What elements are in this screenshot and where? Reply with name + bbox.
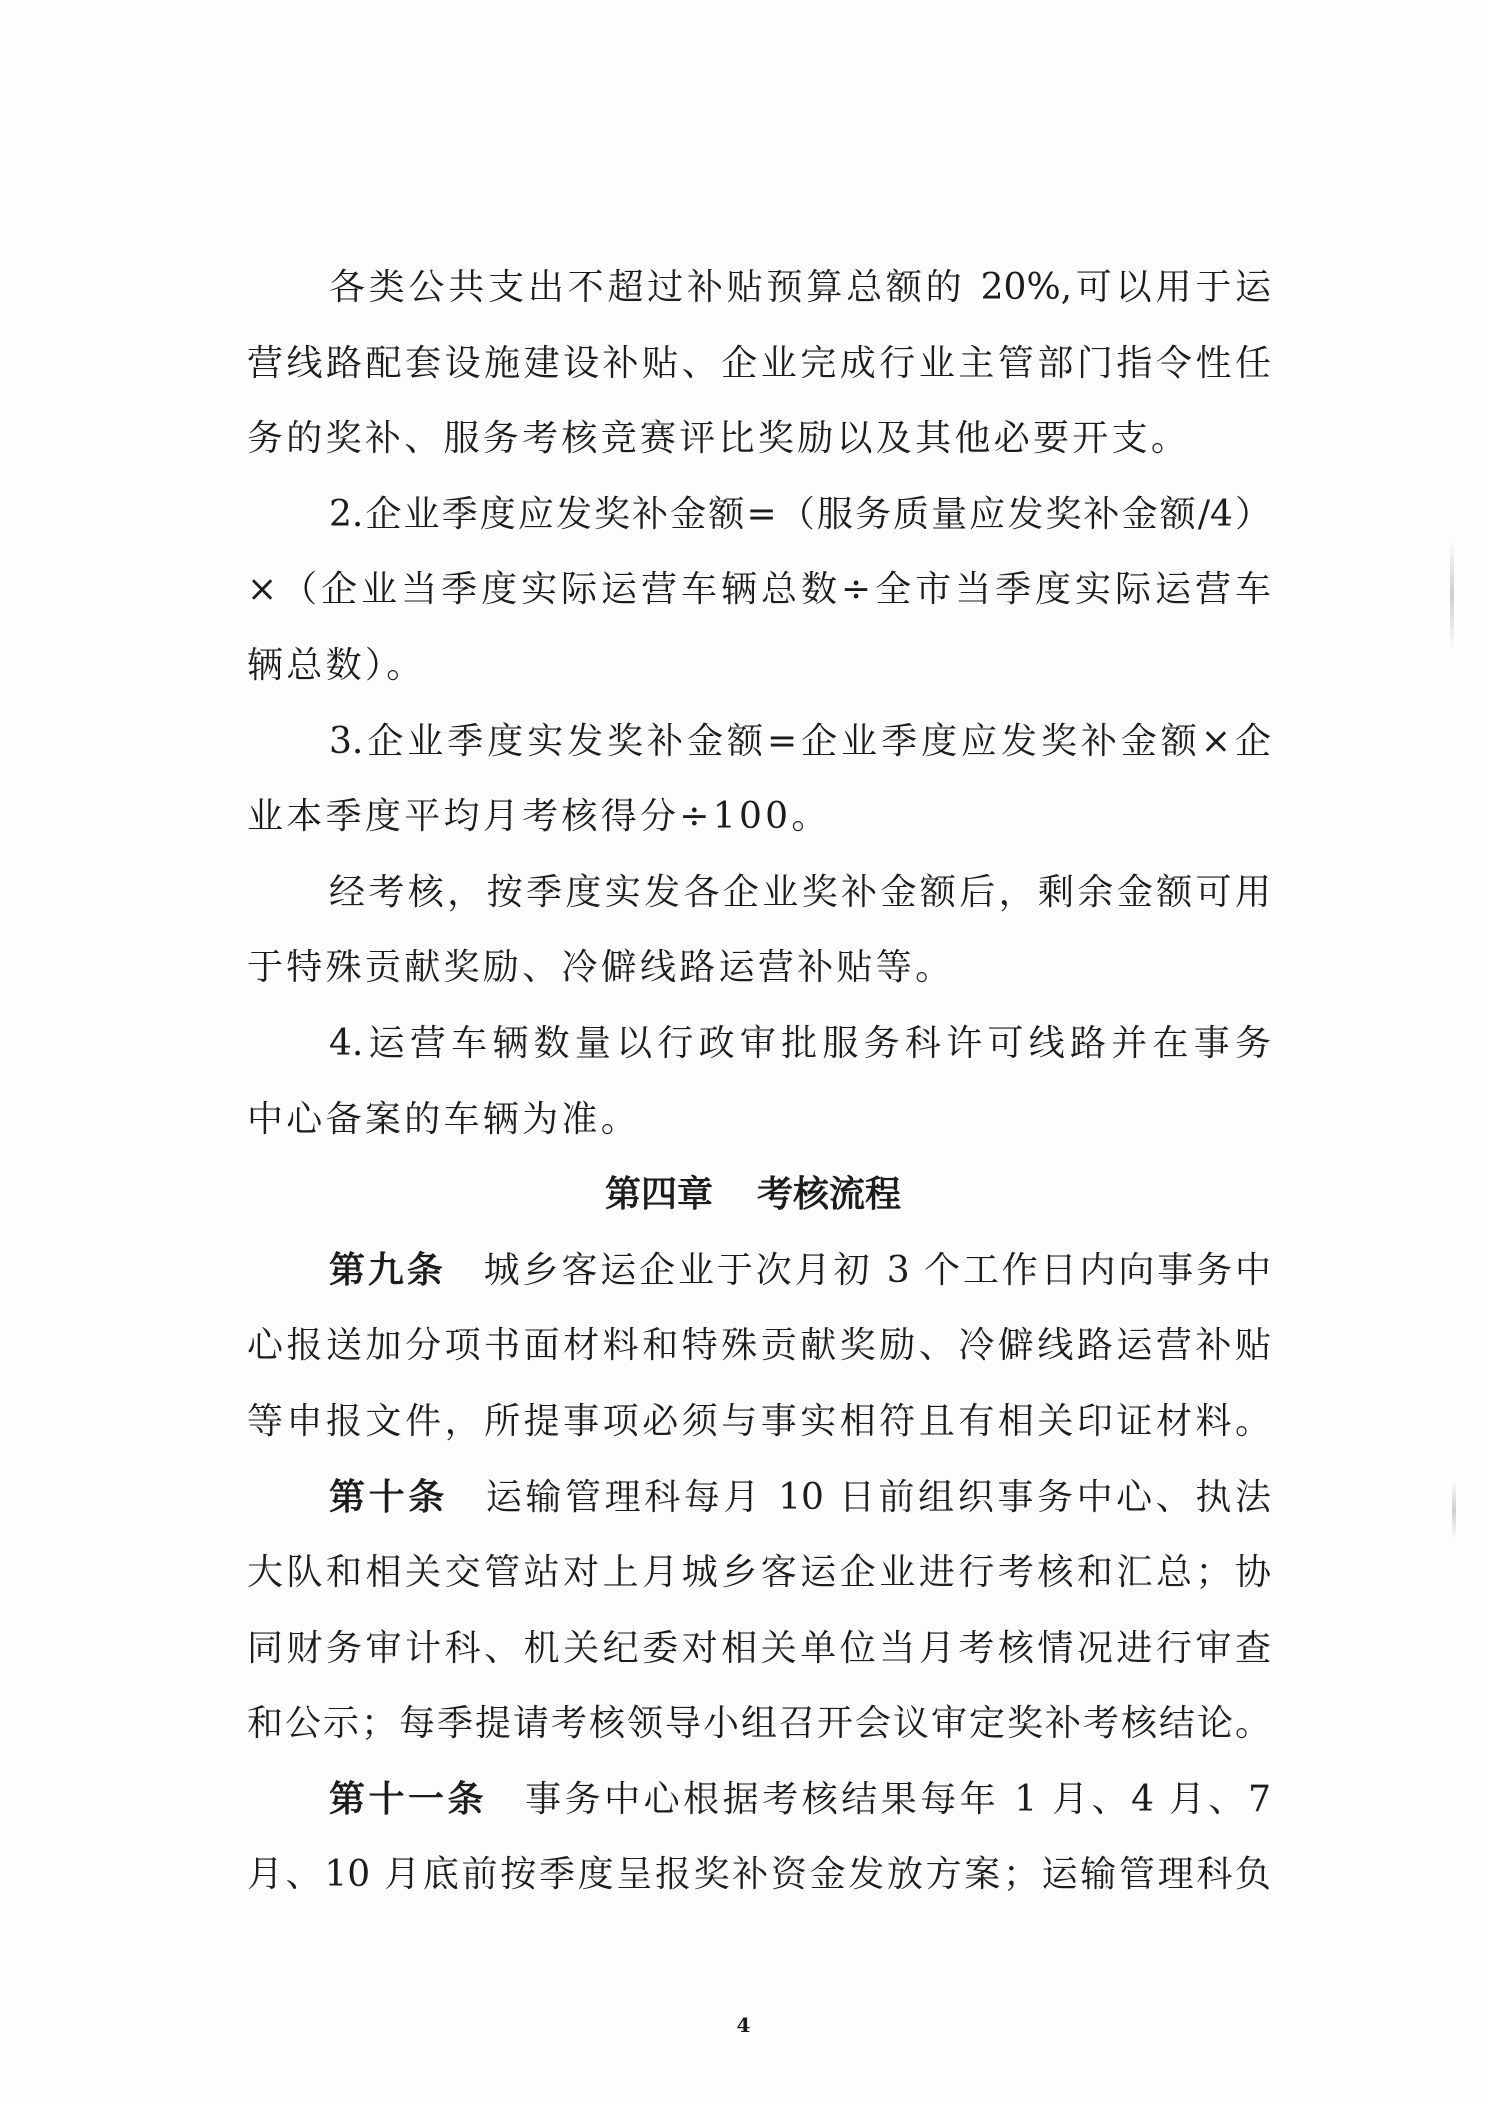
article-10-first-line bbox=[247, 1460, 1271, 1536]
text-line: 营线路配套设施建设补贴、企业完成行业主管部门指令性任 bbox=[247, 342, 1271, 384]
text-segment: 事务中心根据考核结果每年 1 月、4 月、7 bbox=[525, 1778, 1271, 1820]
text-line: 大队和相关交管站对上月城乡客运企业进行考核和汇总；协 bbox=[247, 1552, 1271, 1594]
text-line: 业本季度平均月考核得分÷100。 bbox=[247, 796, 831, 838]
scan-artifact bbox=[1452, 1480, 1456, 1540]
text-line: 月、10 月底前按季度呈报奖补资金发放方案；运输管理科负 bbox=[247, 1854, 1271, 1896]
text-line: 和公示；每季提请考核领导小组召开会议审定奖补考核结论。 bbox=[247, 1703, 1271, 1745]
text-line: ×（企业当季度实际运营车辆总数÷全市当季度实际运营车 bbox=[247, 569, 1271, 611]
document-body bbox=[247, 250, 1271, 1913]
text-line: 务的奖补、服务考核竞赛评比奖励以及其他必要开支。 bbox=[247, 418, 1191, 460]
page-number: 4 bbox=[736, 2013, 751, 2037]
article-label: 第十条 bbox=[329, 1475, 448, 1518]
text-line: 各类公共支出不超过补贴预算总额的 20%,可以用于运 bbox=[329, 267, 1271, 308]
text-segment: 城乡客运企业于次月初 3 个工作日内向事务中 bbox=[483, 1249, 1271, 1291]
text-line: 2.企业季度应发奖补金额=（服务质量应发奖补金额/4） bbox=[329, 493, 1271, 535]
chapter-number: 第四章 bbox=[604, 1173, 713, 1216]
text-line: 经考核，按季度实发各企业奖补金额后，剩余金额可用 bbox=[329, 871, 1271, 913]
scan-artifact bbox=[1450, 540, 1454, 650]
text-line: 4.运营车辆数量以行政审批服务科许可线路并在事务 bbox=[329, 1022, 1271, 1064]
text-line: 于特殊贡献奖励、冷僻线路运营补贴等。 bbox=[247, 947, 955, 989]
text-segment: 运输管理科每月 10 日前组织事务中心、执法 bbox=[485, 1476, 1271, 1518]
text-line: 同财务审计科、机关纪委对相关单位当月考核情况进行审查 bbox=[247, 1627, 1271, 1669]
chapter-title: 考核流程 bbox=[757, 1173, 902, 1216]
text-line: 3.企业季度实发奖补金额=企业季度应发奖补金额×企 bbox=[329, 720, 1271, 762]
text-line: 中心备案的车辆为准。 bbox=[247, 1098, 641, 1140]
article-11-first-line bbox=[247, 1762, 1271, 1838]
article-label: 第九条 bbox=[329, 1248, 446, 1291]
article-label: 第十一条 bbox=[329, 1777, 488, 1820]
text-line: 辆总数）。 bbox=[247, 644, 426, 686]
text-line: 等申报文件，所提事项必须与事实相符且有相关印证材料。 bbox=[247, 1400, 1271, 1442]
article-9-first-line bbox=[247, 1233, 1271, 1309]
text-line: 心报送加分项书面材料和特殊贡献奖励、冷僻线路运营补贴 bbox=[247, 1325, 1271, 1367]
chapter-heading bbox=[247, 1157, 1271, 1233]
